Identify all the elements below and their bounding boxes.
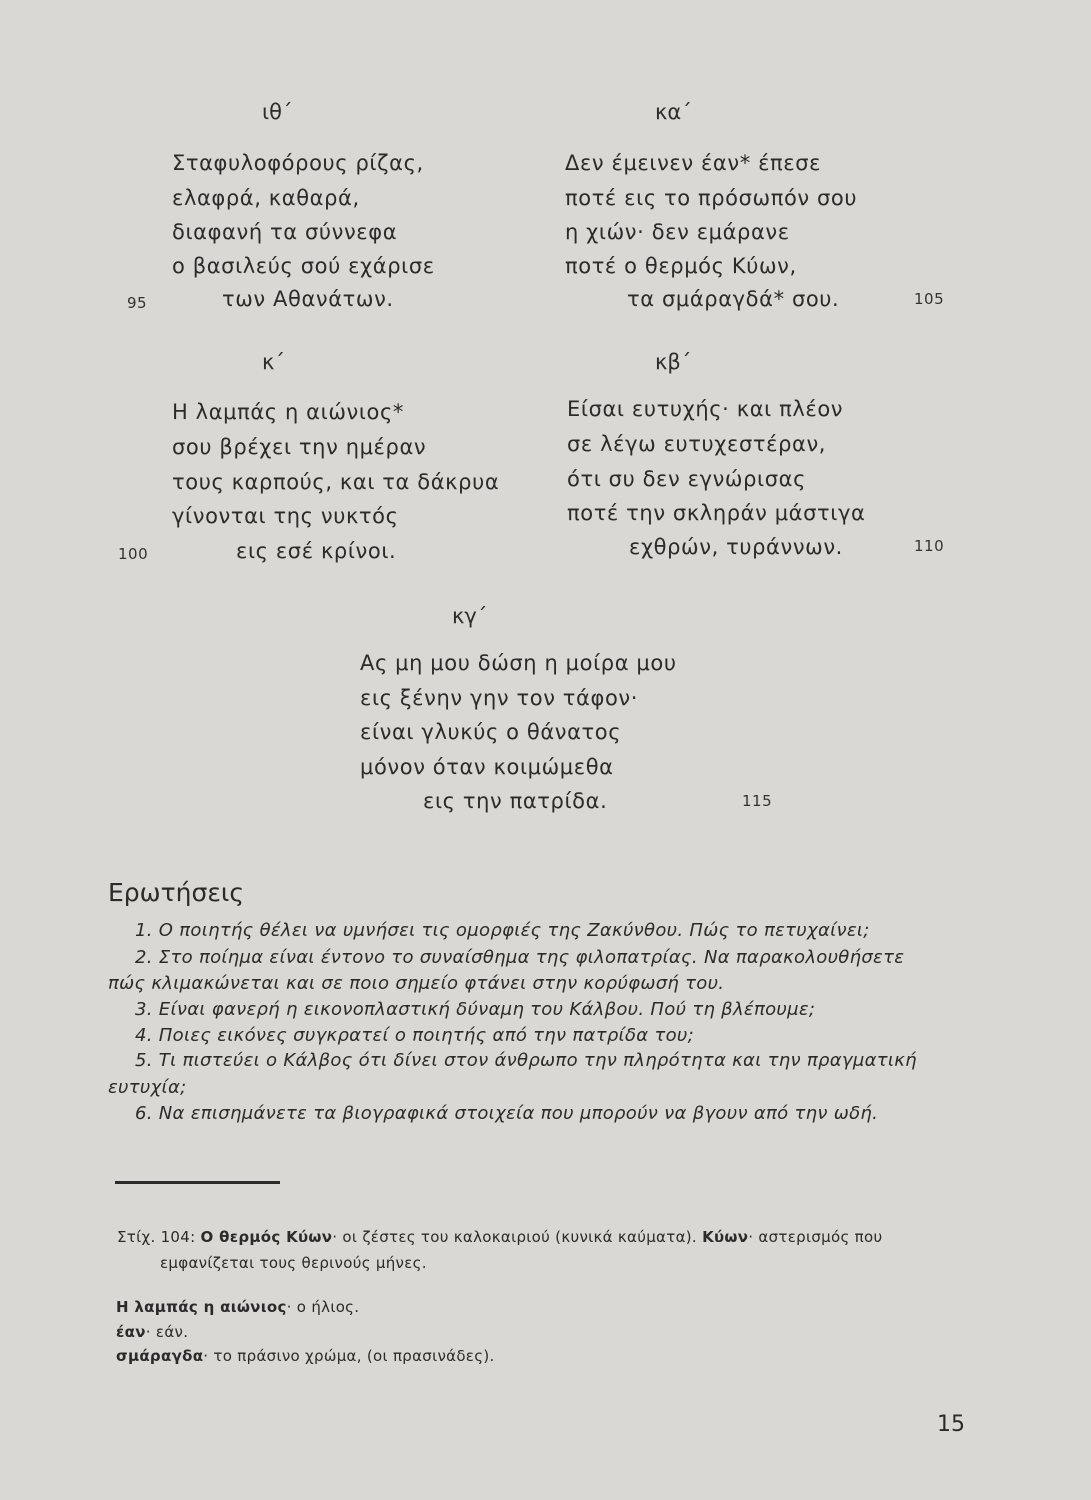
stanza-title: ιθ΄ xyxy=(262,100,293,124)
verse-line: των Αθανάτων. xyxy=(222,287,394,311)
question-line: ευτυχία; xyxy=(108,1077,187,1098)
verse-line: η χιών· δεν εμάρανε xyxy=(565,220,790,244)
stanza-title: κγ΄ xyxy=(452,604,488,628)
verse-line: Σταφυλοφόρους ρίζας, xyxy=(172,151,424,175)
verse-line: ποτέ εις το πρόσωπόν σου xyxy=(565,186,858,210)
verse-line: ποτέ ο θερμός Κύων, xyxy=(565,254,797,278)
footnote-line: Η λαμπάς η αιώνιος· ο ήλιος. xyxy=(116,1298,360,1316)
footnote-line: εμφανίζεται τους θερινούς μήνες. xyxy=(160,1254,427,1272)
footnote-rule xyxy=(115,1181,280,1184)
verse-line: εις την πατρίδα. xyxy=(423,789,608,813)
verse-line: σου βρέχει την ημέραν xyxy=(172,435,427,459)
verse-line: ο βασιλεύς σού εχάρισε xyxy=(172,254,435,278)
verse-line: Ας μη μου δώση η μοίρα μου xyxy=(360,651,677,675)
stanza-title: κ΄ xyxy=(262,350,285,374)
question-line: 6. Να επισημάνετε τα βιογραφικά στοιχεία που μπορούν να βγουν από την ωδή. xyxy=(135,1103,879,1124)
verse-line: ότι συ δεν εγνώρισας xyxy=(567,467,807,491)
verse-line: ποτέ την σκληράν μάστιγα xyxy=(567,501,866,525)
page-number: 15 xyxy=(937,1412,965,1437)
stanza-title: κβ΄ xyxy=(655,350,692,374)
verse-line: εις ξένην γην τον τάφον· xyxy=(360,686,638,710)
stanza-title: κα΄ xyxy=(655,100,692,124)
question-line: πώς κλιμακώνεται και σε ποιο σημείο φτάνει στην κορύφωσή του. xyxy=(108,973,725,994)
verse-line: διαφανή τα σύννεφα xyxy=(172,220,398,244)
footnote-line: σμάραγδα· το πράσινο χρώμα, (οι πρασινάδες). xyxy=(116,1347,495,1365)
footnote-line: Στίχ. 104: Ο θερμός Κύων· οι ζέστες του καλοκαιριού (κυνικά καύματα). Κύων· αστερισμός που xyxy=(117,1228,883,1246)
verse-line: Η λαμπάς η αιώνιος* xyxy=(172,400,405,424)
question-line: 2. Στο ποίημα είναι έντονο το συναίσθημα της φιλοπατρίας. Να παρακολουθήσετε xyxy=(135,947,905,968)
question-line: 1. Ο ποιητής θέλει να υμνήσει τις ομορφιές της Ζακύνθου. Πώς το πετυχαίνει; xyxy=(135,920,870,941)
verse-line: Δεν έμεινεν έαν* έπεσε xyxy=(565,151,822,175)
verse-line: είναι γλυκύς ο θάνατος xyxy=(360,720,622,744)
footnote-line: έαν· εάν. xyxy=(116,1323,189,1341)
verse-line: μόνον όταν κοιμώμεθα xyxy=(360,755,614,779)
verse-line: ελαφρά, καθαρά, xyxy=(172,186,360,210)
line-number: 95 xyxy=(127,294,148,312)
questions-heading: Ερωτήσεις xyxy=(108,878,244,907)
verse-line: εχθρών, τυράννων. xyxy=(629,535,843,559)
verse-line: σε λέγω ευτυχεστέραν, xyxy=(567,432,827,456)
question-line: 3. Είναι φανερή η εικονοπλαστική δύναμη του Κάλβου. Πού τη βλέπουμε; xyxy=(135,999,816,1020)
line-number: 100 xyxy=(118,545,149,563)
verse-line: εις εσέ κρίνοι. xyxy=(236,539,397,563)
line-number: 105 xyxy=(914,290,945,308)
verse-line: τα σμάραγδά* σου. xyxy=(627,287,840,311)
line-number: 115 xyxy=(742,792,773,810)
question-line: 5. Τι πιστεύει ο Κάλβος ότι δίνει στον άνθρωπο την πληρότητα και την πραγματική xyxy=(135,1050,917,1071)
verse-line: Είσαι ευτυχής· και πλέον xyxy=(567,397,844,421)
verse-line: τους καρπούς, και τα δάκρυα xyxy=(172,470,500,494)
question-line: 4. Ποιες εικόνες συγκρατεί ο ποιητής από την πατρίδα του; xyxy=(135,1025,694,1046)
line-number: 110 xyxy=(914,537,945,555)
verse-line: γίνονται της νυκτός xyxy=(172,504,399,528)
